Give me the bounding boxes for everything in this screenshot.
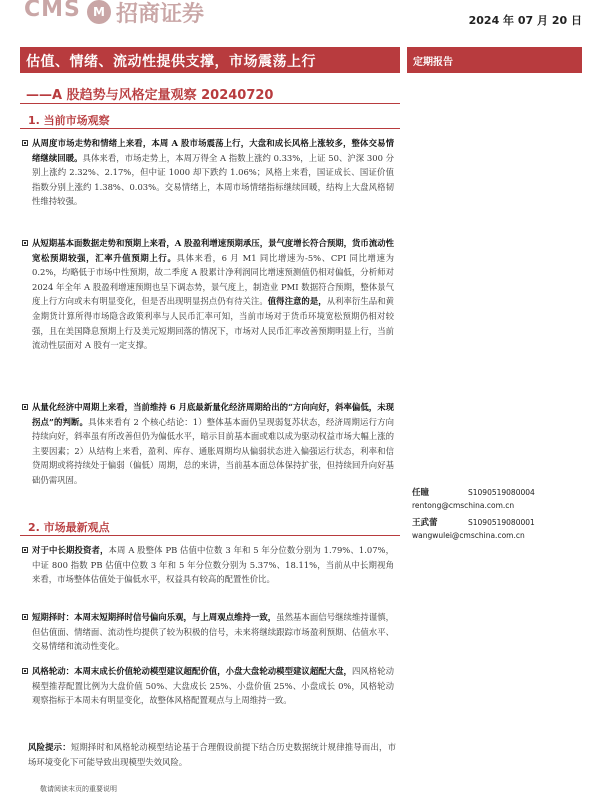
bullet-icon bbox=[22, 240, 28, 246]
section-1-heading: 1. 当前市场观察 bbox=[28, 114, 110, 127]
bullet-icon bbox=[22, 140, 28, 146]
section-2-heading: 2. 市场最新观点 bbox=[28, 521, 110, 534]
bullet-icon bbox=[22, 404, 28, 410]
analyst-card bbox=[412, 486, 535, 510]
paragraph bbox=[32, 610, 394, 654]
bullet-icon bbox=[22, 668, 28, 674]
analyst-id: S1090519080001 bbox=[468, 518, 535, 527]
report-subtitle: ——A 股趋势与风格定量观察 20240720 bbox=[26, 88, 274, 103]
analyst-name: 任瞳 bbox=[412, 488, 430, 498]
analyst-email[interactable]: wangwulei@cmschina.com.cn bbox=[412, 531, 525, 540]
divider bbox=[20, 103, 400, 104]
paragraph-body: 本周 A 股整体 PB 估值中位数 3 年和 5 年分位数分别为 1.79%、1.07%，中证 800 指数 PB 估值中位数 3 年和 5 年分位数分别为 5.37%、18.11%，当前从中长期视角来看，市场整体估值处于偏低水平，权益具有较高的配置性价比。 bbox=[32, 545, 395, 585]
bullet-icon bbox=[22, 547, 28, 553]
title-band bbox=[20, 47, 400, 73]
paragraph-lead: 风格轮动：本周末成长价值轮动模型建议超配价值，小盘大盘轮动模型建议超配大盘， bbox=[32, 666, 352, 676]
divider bbox=[20, 535, 400, 536]
paragraph-body-2: 从利率衍生品和黄金期货计算所得市场隐含政策利率与人民币汇率可知，当前市场对于货币环境宽松预期仍相对较强，且在美国降息预期上行及美元短期回落的情况下，市场对人民币汇率改善预期明显上行，当前流动性层面对 A 股有一定支撑。 bbox=[32, 296, 394, 351]
paragraph-body: 虽然基本面信号继续维持谨慎，但估值面、情绪面、流动性均提供了较为积极的信号，未来将继续跟踪市场盈利预期、估值水平、交易情绪和流动性变化。 bbox=[32, 612, 395, 652]
paragraph-lead: 从周度市场走势和情绪上来看，本周 A 股市场震荡上行，大盘和成长风格上涨较多，整体交易情绪继续回暖。 bbox=[32, 138, 394, 163]
company-logo bbox=[0, 0, 260, 30]
logo-cms-text: CMS bbox=[24, 0, 81, 22]
report-date: 2024 年 07 月 20 日 bbox=[468, 14, 582, 27]
paragraph-body: 具体来看，6 月 M1 同比增速为-5%、CPI 同比增速为 0.2%，均略低于市场中性预期，故二季度 A 股累计净利润同比增速预测值仍相对偏低，分析师对 2024 年全年 A 股盈利增速预期也呈下调态势，景气度上，制造业 PMI 数据符合预期，整体景气度上行方向或未有明显变化，但是否出现明显拐点仍有待关注。 bbox=[32, 252, 394, 307]
analyst-email[interactable]: rentong@cmschina.com.cn bbox=[412, 501, 515, 510]
report-type-label: 定期报告 bbox=[413, 57, 453, 68]
paragraph-lead-2: 值得注意的是， bbox=[267, 296, 327, 307]
logo-cn-text: 招商证券 bbox=[116, 2, 205, 27]
risk-text: 短期择时和风格轮动模型结论基于合理假设前提下结合历史数据统计规律推导而出，市场环境变化下可能导致出现模型失效风险。 bbox=[28, 742, 396, 767]
risk-label: 风险提示： bbox=[28, 742, 71, 752]
paragraph-lead: 对于中长期投资者， bbox=[32, 545, 109, 555]
analyst-id: S1090519080004 bbox=[468, 488, 535, 497]
paragraph-body: 具体来看有 2 个核心结论：1）整体基本面仍呈现弱复苏状态，经济周期运行方向持续向好，斜率虽有所改善但仍为偏低水平，暗示目前基本面或难以成为驱动权益市场大幅上涨的主要因素；2）从结构上来看，盈利、库存、通胀周期均从偏弱状态进入偏强运行状态，利率和信贷周期或将持续处于偏弱（偏低）周期，总的来讲，当前基本面总体保持扩张，但持续回升向好基础仍需巩固。 bbox=[32, 416, 394, 485]
divider bbox=[20, 128, 400, 129]
paragraph bbox=[32, 664, 394, 708]
paragraph-body: 四风格轮动模型推荐配置比例为大盘价值 50%、大盘成长 25%、小盘价值 25%、小盘成长 0%，风格轮动观察指标于本周未有明显变化，故整体风格配置观点与上周维持一致。 bbox=[32, 666, 395, 706]
paragraph-lead: 短期择时：本周末短期择时信号偏向乐观，与上周观点维持一致， bbox=[32, 612, 277, 622]
analyst-name: 王武蕾 bbox=[412, 518, 438, 528]
paragraph bbox=[32, 543, 394, 587]
risk-note bbox=[28, 740, 396, 769]
analyst-card bbox=[412, 516, 535, 540]
paragraph-lead: 从短期基本面数据走势和预期上来看，A 股盈利增速预期承压，景气度增长符合预期，货币流动性宽松预期较强，汇率升值预期上行。 bbox=[32, 238, 394, 263]
bullet-icon bbox=[22, 614, 28, 620]
paragraph-lead: 从量化经济中周期上来看，当前维持 6 月底最新量化经济周期给出的“方向向好，斜率偏低，未现拐点”的判断。 bbox=[32, 402, 394, 427]
paragraph bbox=[32, 136, 394, 209]
paragraph-body: 具体来看，市场走势上，本周万得全 A 指数上涨约 0.33%，上证 50、沪深 300 分别上涨约 2.32%、2.17%，但中证 1000 却下跌约 1.06%；风格上来看，国证成长、国证价值指数分别上涨约 1.38%、0.03%。交易情绪上，本周市场情绪指标继续回暖，结构上大盘风格韧性维持较强。 bbox=[32, 152, 394, 207]
report-title: 估值、情绪、流动性提供支撑，市场震荡上行 bbox=[26, 54, 316, 70]
paragraph bbox=[32, 400, 394, 488]
footer-note: 敬请阅读末页的重要说明 bbox=[40, 785, 117, 793]
side-band bbox=[407, 47, 582, 73]
paragraph bbox=[32, 236, 394, 353]
logo-seal-icon: M bbox=[87, 0, 111, 24]
